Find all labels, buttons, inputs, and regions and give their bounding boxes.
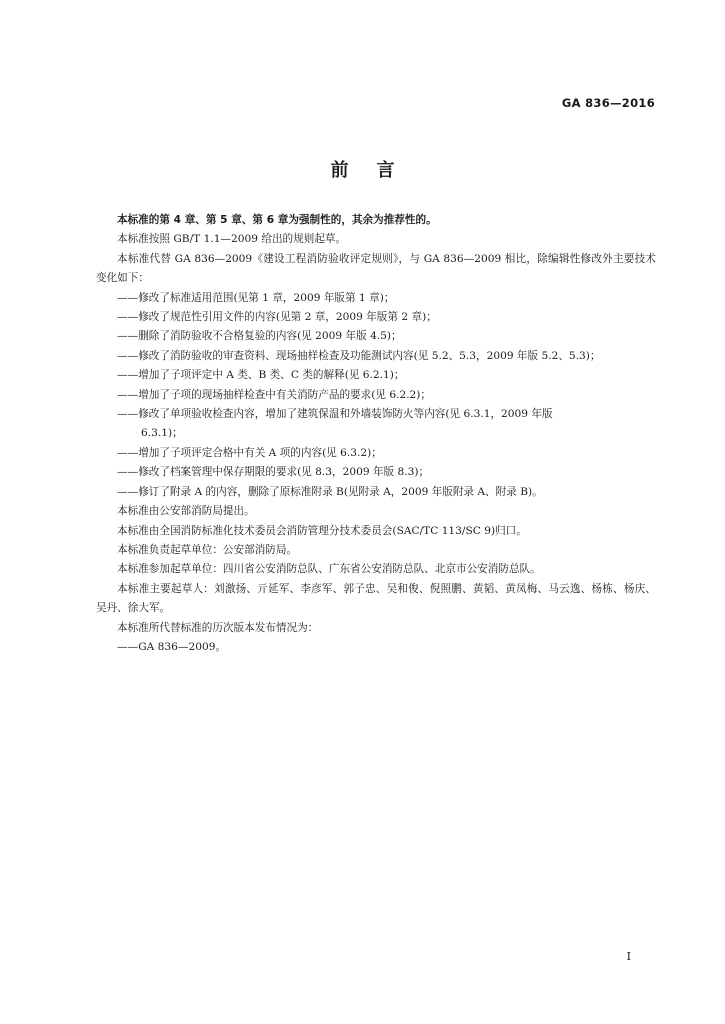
change-item-multiline — [96, 405, 656, 444]
paragraph-drafting-rules: 本标准按照 GB/T 1.1—2009 给出的规则起草。 — [117, 233, 347, 246]
change-item: ——修改了规范性引用文件的内容(见第 2 章，2009 年版第 2 章)； — [117, 311, 437, 324]
change-item: ——修订了附录 A 的内容，删除了原标准附录 B(见附录 A，2009 年版附录 A、附录 B)。 — [117, 485, 543, 498]
change-item: ——删除了消防验收不合格复验的内容(见 2009 年版 4.5)； — [117, 330, 402, 343]
previous-edition-item: ——GA 836—2009。 — [117, 640, 227, 653]
paragraph-mandatory: 本标准的第 4 章、第 5 章、第 6 章为强制性的，其余为推荐性的。 — [117, 214, 437, 226]
change-item: ——修改了标准适用范围(见第 1 章，2009 年版第 1 章)； — [117, 291, 395, 304]
page-title — [0, 156, 725, 182]
change-item: ——修改了消防验收的审查资料、现场抽样检查及功能测试内容(见 5.2、5.3，2009 年版 5.2、5.3)； — [117, 349, 601, 362]
paragraph-main-drafters: 本标准主要起草人：刘激扬、亓延军、李彦军、郭子忠、吴和俊、倪照鹏、黄韬、黄凤梅、马云逸、杨栋、杨庆、吴丹、徐大军。 — [96, 582, 656, 615]
paragraph-participating-drafters: 本标准参加起草单位：四川省公安消防总队、广东省公安消防总队、北京市公安消防总队。 — [117, 563, 541, 576]
paragraph-technical-committee: 本标准由全国消防标准化技术委员会消防管理分技术委员会(SAC/TC 113/SC 9)归口。 — [117, 524, 527, 537]
title-char-2: 言 — [376, 160, 395, 181]
change-item-line-2: 6.3.1)； — [141, 427, 183, 440]
paragraph-previous-editions: 本标准所代替标准的历次版本发布情况为： — [117, 621, 319, 634]
change-item: ——修改了档案管理中保存期限的要求(见 8.3，2009 年版 8.3)； — [117, 466, 430, 479]
page-number: I — [626, 950, 631, 963]
change-item-line-1: ——修改了单项验收检查内容，增加了建筑保温和外墙装饰防火等内容(见 6.3.1，2009 年版 — [117, 408, 553, 421]
change-item: ——增加了子项的现场抽样检查中有关消防产品的要求(见 6.2.2)； — [117, 388, 432, 401]
title-char-1: 前 — [330, 160, 349, 181]
paragraph-proposer: 本标准由公安部消防局提出。 — [117, 505, 255, 518]
paragraph-lead-drafter: 本标准负责起草单位：公安部消防局。 — [117, 543, 298, 556]
document-code: GA 836—2016 — [561, 96, 655, 110]
change-item: ——增加了子项评定中 A 类、B 类、C 类的解释(见 6.2.1)； — [117, 369, 405, 382]
change-item: ——增加了子项评定合格中有关 A 项的内容(见 6.3.2)； — [117, 446, 382, 459]
paragraph-replaces: 本标准代替 GA 836—2009《建设工程消防验收评定规则》，与 GA 836—2009 相比，除编辑性修改外主要技术变化如下： — [96, 252, 656, 285]
foreword-body — [96, 211, 656, 657]
